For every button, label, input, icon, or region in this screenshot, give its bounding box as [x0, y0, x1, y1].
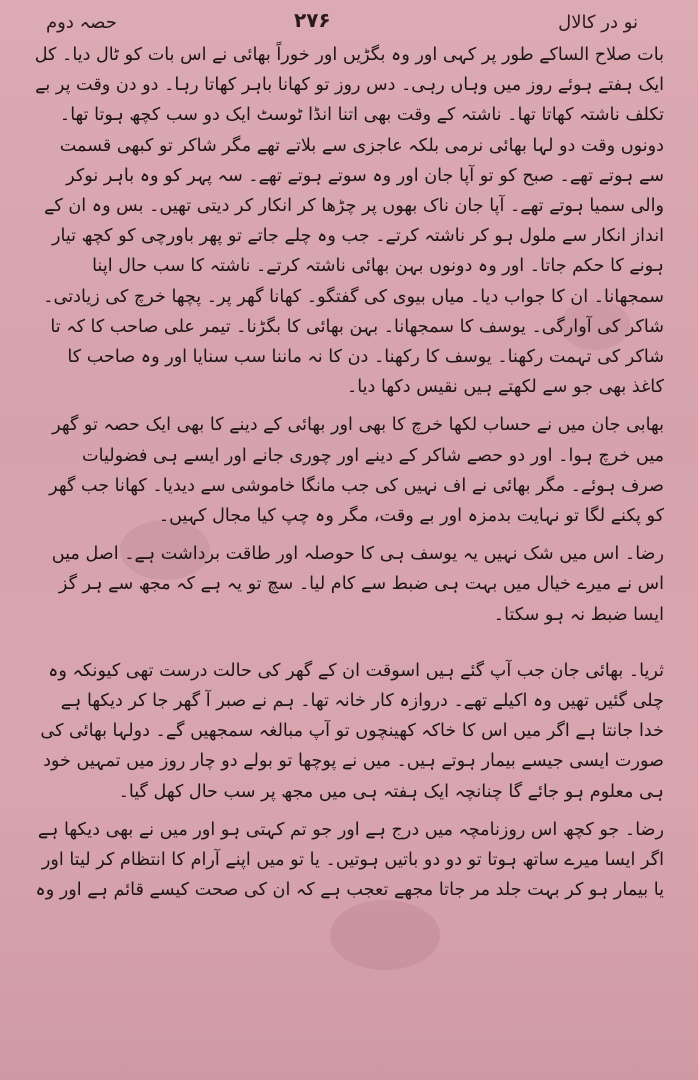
paragraph: ثریا۔ بھائی جان جب آپ گئے ہیں اسوقت ان کے گھر کی حالت درست تھی کیونکہ وہ چلی گئیں تھیں وہ اکیلے تھے۔ دروازہ کار خانہ تھا۔ ہم نے صبر آ گھر جا کر دیکھا ہے خدا جانتا ہے اگر میں اس کا خاکہ کھینچوں تو آپ مبالغہ سمجھیں گے۔ دولہا بھائی کی صورت ایسی جیسے بیمار ہوتے ہیں۔ میں نے پوچھا تو بولے دو چار روز میں تمہیں خود ہی معلوم ہو جائے گا چنانچہ ایک ہفتہ ہی میں مجھ پر سب حال کھل گیا۔	[40, 660, 664, 802]
page-header	[0, 6, 698, 40]
paragraph: بھابی جان میں نے حساب لکھا خرچ کا بھی اور بھائی کے دینے کا بھی ایک حصہ تو گھر میں خرچ ہوا۔ اور دو حصے شاکر کے دینے اور چوری جانے اور ایسے ہی فضولیات صرف ہوئے۔ مگر بھائی نے اف نہیں کی جب مانگا خاموشی سے دیدیا۔ کھانا جب گھر کو پکنے لگا تو نہایت بدمزہ اور بے وقت، مگر وہ چپ کیا مجال کہیں۔	[49, 415, 664, 527]
paragraph-gap	[34, 402, 664, 410]
paragraph-gap	[34, 531, 664, 539]
volume-label: حصہ دوم	[46, 12, 117, 33]
page-body	[34, 40, 664, 1070]
page-number: ۲۷۶	[294, 8, 331, 32]
paragraph-gap	[34, 630, 664, 656]
paragraph: بات صلاح الساکے طور پر کہی اور وہ بگڑیں اور خوراً بھائی نے اس بات کو ٹال دیا۔ کل ایک ہفتے ہوئے روز میں وہاں رہی۔ دس روز تو کھانا باہر کھاتا رہا۔ دو دن وقت پر بے تکلف ناشتہ کھاتا تھا۔ ناشتہ کے وقت بھی اتنا انڈا ٹوسٹ ایک دو سب کچھ ہوتا تھا۔ دونوں وقت دو لہا بھائی نرمی بلکہ عاجزی سے بلاتے تھے مگر شاکر تو کبھی قسمت سے ہوتے تھے۔ صبح کو تو آپا جان اور وہ سوتے ہوتے تھے۔ سہ پہر کو وہ باہر نوکر والی سمیا ہوتے تھے۔ آپا جان ناک بھوں پر چڑھا کر انکار کر دیتی تھیں۔ بس وہ ان کے انداز انکار سے ملول ہو کر ناشتہ کرتے۔ جب وہ چلے جاتے تو پھر باورچی کو کچھ تیار ہونے کا حکم جاتا۔ اور وہ دونوں بہن بھائی ناشتہ کرتے۔ ناشتہ کا سب حال اپنا سمجھانا۔ ان کا جواب دیا۔ میاں بیوی کی گفتگو۔ کھانا گھر پر۔ پچھا خرچ کی زیادتی۔ شاکر کی آوارگی۔ یوسف کا سمجھانا۔ بہن بھائی کا بگڑنا۔ تیمر علی صاحب کا کہ تا شاکر کی تہمت رکھنا۔ یوسف کا رکھنا۔ دن کا نہ ماننا سب سنایا اور وہ صاحب کا کاغذ بھی جو سے لکھتے ہیں نقیس دکھا دیا۔	[34, 45, 664, 398]
paragraph: رضا۔ اس میں شک نہیں یہ یوسف ہی کا حوصلہ اور طاقت برداشت ہے۔ اصل میں اس نے میرے خیال میں بہت ہی ضبط سے کام لیا۔ سچ تو یہ ہے کہ مجھ سے ہر گز ایسا ضبط نہ ہو سکتا۔	[51, 544, 664, 625]
paragraph-gap	[34, 807, 664, 815]
running-title: نو در کالال	[558, 12, 638, 33]
paragraph: رضا۔ جو کچھ اس روزنامچہ میں درج ہے اور جو تم کہتی ہو اور میں نے بھی دیکھا ہے اگر ایسا میرے ساتھ ہوتا تو دو دو باتیں ہوتیں۔ یا تو میں اپنے آرام کا انتظام کر لیتا اور یا بیمار ہو کر بہت جلد مر جاتا مجھے تعجب ہے کہ ان کی صحت کیسے قائم ہے اور وہ	[35, 819, 664, 901]
